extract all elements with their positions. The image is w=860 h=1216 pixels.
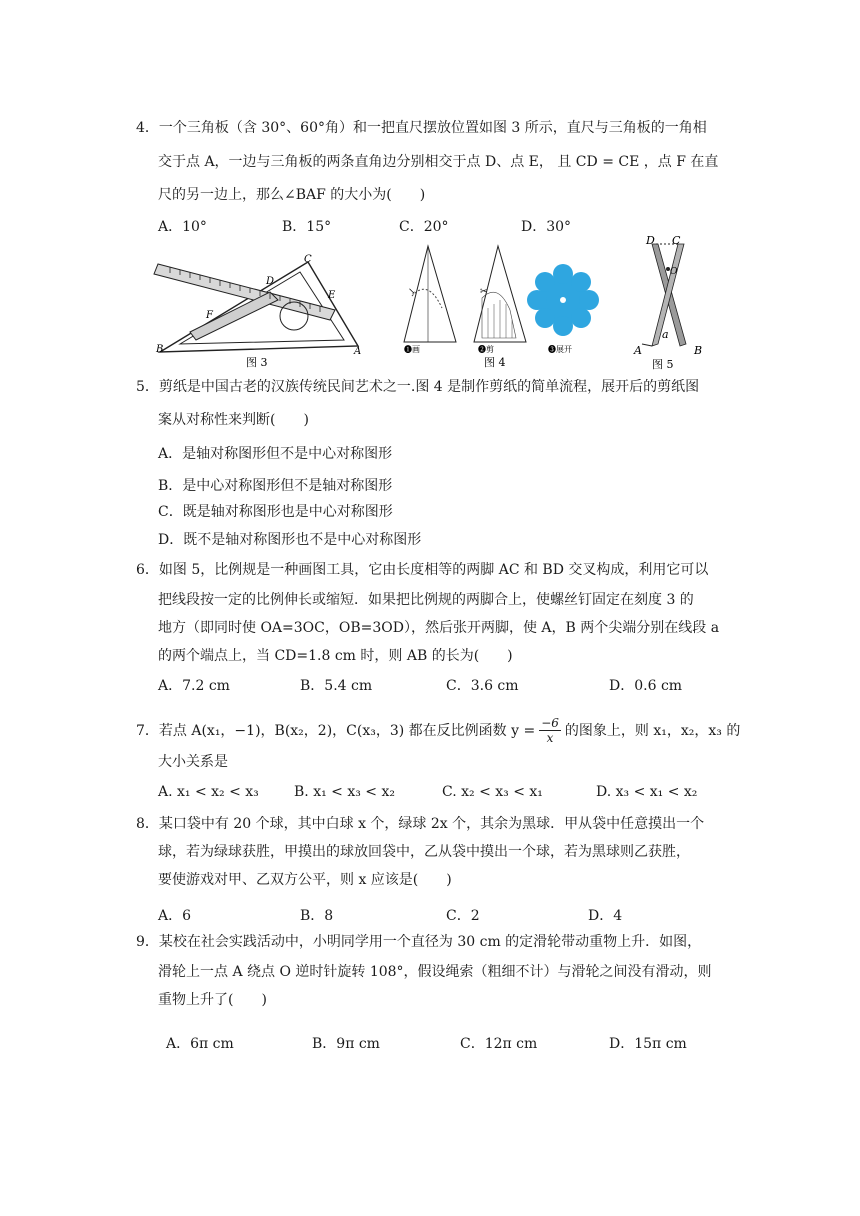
q9-line-1: 9．某校在社会实践活动中，小明同学用一个直径为 30 cm 的定滑轮带动重物上升．如图， [136, 934, 702, 950]
label-o: O [670, 267, 678, 277]
q8-line-1: 8．某口袋中有 20 个球，其中白球 x 个，绿球 2x 个，其余为黑球．甲从袋中任意摸出一个 [136, 816, 705, 832]
figure-4-caption: 图 4 [484, 356, 506, 368]
q9-option-a: A．6π cm [166, 1036, 234, 1052]
q6-line-4: 的两个端点上，当 CD=1.8 cm 时，则 AB 的长为( ) [158, 648, 513, 664]
label-a-segment: a [662, 328, 669, 341]
q8-option-b: B．8 [300, 908, 334, 924]
q6-option-d: D．0.6 cm [609, 678, 683, 694]
q5-option-a: A．是轴对称图形但不是中心对称图形 [158, 446, 393, 462]
figure-5-caption: 图 5 [652, 358, 674, 370]
q7-fraction-denominator: x [546, 731, 554, 745]
ruler-lower [190, 292, 278, 340]
q8-option-d: D．4 [588, 908, 623, 924]
label-c: C [304, 254, 312, 265]
q6-option-b: B．5.4 cm [300, 678, 373, 694]
step-cut: ❷剪 [478, 345, 494, 354]
label-a: A [354, 346, 362, 357]
q6-line-2: 把线段按一定的比例伸长或缩短．如果把比例规的两脚合上，使螺丝钉固定在刻度 3 的 [158, 592, 694, 608]
q9-option-d: D．15π cm [609, 1036, 687, 1052]
label-d: D [646, 234, 655, 247]
q5-option-c: C．既是轴对称图形也是中心对称图形 [158, 504, 393, 520]
step-draw: ❶画 [404, 345, 420, 354]
q6-line-3: 地方（即同时使 OA=3OC，OB=3OD），然后张开两脚，使 A，B 两个尖端分别在线段 a [158, 620, 720, 636]
q5-line-2: 案从对称性来判断( ) [158, 412, 309, 428]
label-d: D [266, 276, 275, 287]
q7-fraction [539, 716, 561, 745]
figure-3 [150, 240, 370, 370]
q9-option-c: C．12π cm [460, 1036, 538, 1052]
q9-line-3: 重物上升了( ) [158, 992, 267, 1008]
svg-text:↘: ↘ [408, 287, 416, 297]
q7-line-1 [136, 716, 740, 745]
q6-line-1: 6．如图 5，比例规是一种画图工具，它由长度相等的两脚 AC 和 BD 交叉构成，利用它可以 [136, 562, 709, 578]
q4-option-d: D．30° [521, 219, 572, 235]
svg-text:✂: ✂ [480, 287, 488, 297]
step-unfold: ❸展开 [548, 345, 572, 354]
q5-line-1: 5．剪纸是中国古老的汉族传统民间艺术之一.图 4 是制作剪纸的简单流程，展开后的剪纸图 [136, 379, 700, 395]
q4-line-2: 交于点 A，一边与三角板的两条直角边分别相交于点 D、点 E， 且 CD = CE ，点 F 在直 [158, 154, 719, 170]
q7-option-c: C. x₂ < x₃ < x₁ [442, 784, 543, 800]
q7-option-a: A. x₁ < x₂ < x₃ [158, 784, 259, 800]
q5-option-d: D．既不是轴对称图形也不是中心对称图形 [158, 532, 422, 548]
label-b: B [156, 344, 164, 355]
q7-line-2: 大小关系是 [158, 754, 228, 770]
q8-line-3: 要使游戏对甲、乙双方公平，则 x 应该是( ) [158, 872, 452, 888]
q6-option-a: A．7.2 cm [158, 678, 230, 694]
q4-option-a: A．10° [158, 219, 207, 235]
label-b: B [694, 344, 703, 357]
q7-option-d: D. x₃ < x₁ < x₂ [596, 784, 698, 800]
q8-option-a: A．6 [158, 908, 192, 924]
label-c: C [672, 234, 681, 247]
label-a: A [634, 344, 642, 357]
figure-5 [628, 232, 718, 370]
q4-line-1: 4．一个三角板（含 30°、60°角）和一把直尺摆放位置如图 3 所示，直尺与三角板的一角相 [136, 120, 707, 136]
q9-line-2: 滑轮上一点 A 绕点 O 逆时针旋转 108°，假设绳索（粗细不计）与滑轮之间没有滑动，则 [158, 964, 712, 980]
q7-fraction-numerator: −6 [541, 716, 559, 730]
q4-option-b: B．15° [282, 219, 332, 235]
q7-line-1-start: 7．若点 A(x₁，−1)，B(x₂，2)，C(x₃，3) 都在反比例函数 y = [136, 722, 536, 739]
q4-line-3: 尺的另一边上，那么∠BAF 的大小为( ) [158, 187, 426, 203]
q9-option-b: B．9π cm [312, 1036, 380, 1052]
q7-line-1-end: 的图象上，则 x₁，x₂，x₃ 的 [564, 722, 741, 739]
q8-option-c: C．2 [446, 908, 480, 924]
label-f: F [206, 310, 213, 321]
figure-3-caption: 图 3 [246, 356, 268, 369]
q5-option-b: B．是中心对称图形但不是轴对称图形 [158, 478, 393, 494]
q4-option-c: C．20° [399, 219, 449, 235]
q6-option-c: C．3.6 cm [446, 678, 519, 694]
figure-4 [398, 238, 613, 368]
q8-line-2: 球，若为绿球获胜，甲摸出的球放回袋中，乙从袋中摸出一个球，若为黑球则乙获胜， [158, 844, 690, 860]
label-e: E [328, 290, 336, 301]
q7-option-b: B. x₁ < x₃ < x₂ [294, 784, 395, 800]
